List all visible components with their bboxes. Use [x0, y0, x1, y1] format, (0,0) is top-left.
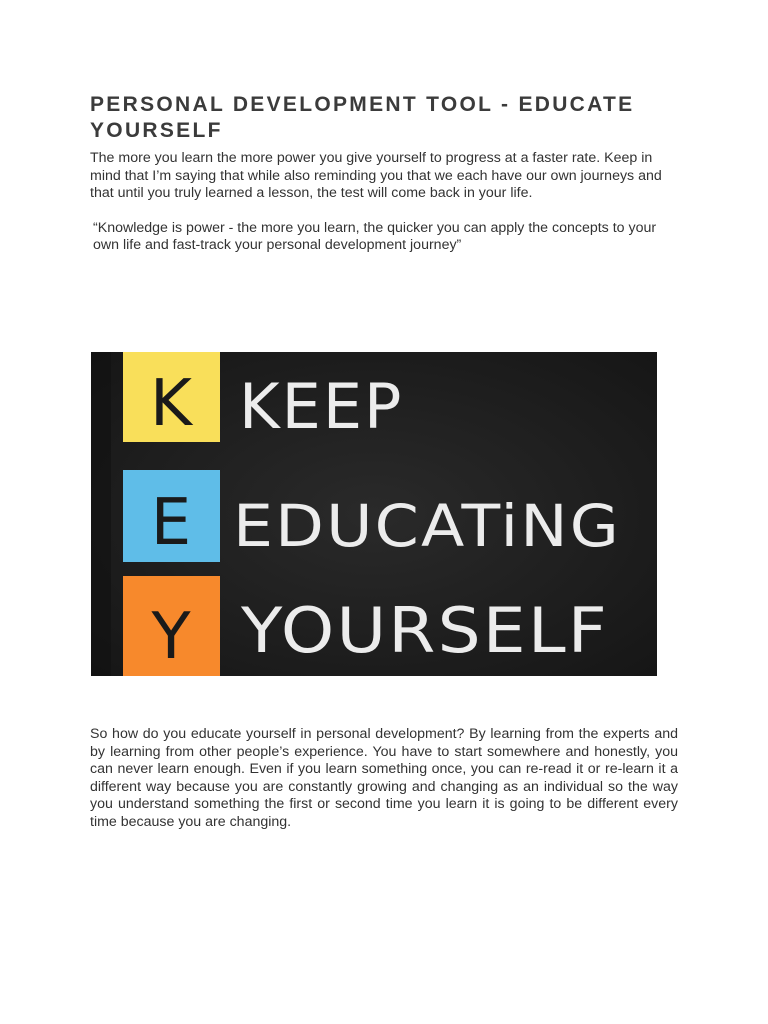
chalk-line-yourself: YOURSELF [239, 594, 609, 667]
note-letter-k: K [150, 367, 192, 441]
key-chalkboard-image [91, 352, 657, 676]
chalk-line-keep: KEEP [239, 370, 404, 443]
sticky-note-e [123, 470, 220, 562]
intro-paragraph: The more you learn the more power you give yourself to progress at a faster rate. Keep in mind that I’m saying that while also reminding you that we each have our own journeys and that until you truly learned a lesson, the test will come back in your life. [90, 150, 662, 201]
note-letter-y: Y [151, 600, 191, 674]
sticky-note-y [123, 576, 220, 676]
article [90, 92, 678, 255]
sticky-note-k [123, 352, 220, 442]
quote-paragraph: “Knowledge is power - the more you learn, the quicker you can apply the concepts to your own life and fast-track your personal development journey” [93, 219, 657, 253]
chalkboard-illustration [91, 352, 657, 676]
article-body [90, 726, 678, 831]
body-paragraph: So how do you educate yourself in personal development? By learning from the experts and by learning from other people’s experience. You have to start somewhere and honestly, you can never learn enough. Even if you learn something once, you can re-read it or re-learn it a different way because you are constantly growing and changing as an individual so the way you understand something the first or second time you learn it is going to be different every time because you are changing. [90, 726, 678, 830]
page-title: PERSONAL DEVELOPMENT TOOL - EDUCATE YOURSELF [90, 93, 635, 142]
chalk-line-educating: EDUCATiNG [233, 492, 621, 560]
note-letter-e: E [150, 486, 192, 560]
